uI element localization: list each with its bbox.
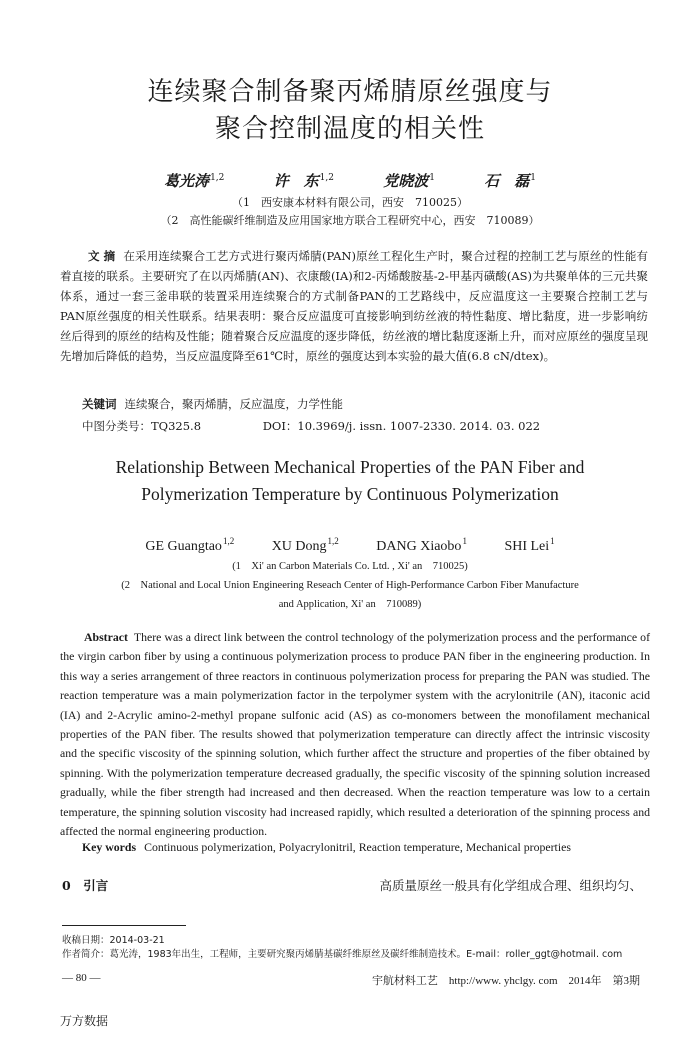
author-cn-3: 党晓波$^1$ — [383, 172, 435, 190]
title-en-line-1: Relationship Between Mechanical Properties of the PAN Fiber and — [115, 457, 585, 477]
footnotes — [62, 934, 622, 962]
doi: DOI：10.3969/j. issn. 1007-2330. 2014. 03. 022 — [262, 419, 541, 433]
affiliation-en-2: (2 National and Local Union Engineering Reseach Center of High-Performance Carbon Fiber Manufacture — [121, 580, 579, 591]
affiliation-cn-2: （2 高性能碳纤维制造及应用国家地方联合工程研究中心，西安 710089） — [160, 214, 540, 227]
journal-info: 宇航材料工艺 http://www. yhclgy. com 2014年 第3期 — [371, 975, 640, 987]
affiliation-cn-1: （1 西安康本材料有限公司，西安 710025） — [232, 196, 468, 209]
keywords-en-label: Key words — [82, 840, 137, 854]
abstract-en — [60, 628, 650, 841]
page-number: — 80 — — [62, 972, 101, 984]
author-cn-4: 石 磊$^1$ — [484, 172, 536, 190]
keywords-en — [82, 840, 571, 855]
keywords-cn-text: 连续聚合，聚丙烯腈，反应温度，力学性能 — [124, 397, 343, 411]
author-bio: 作者简介：葛光涛，1983年出生，工程师，主要研究聚丙烯腈基碳纤维原丝及碳纤维制造技术。E-mail：roller_ggt@hotmail. com — [62, 949, 623, 960]
author-cn-1: 葛光涛$^{1,2}$ — [164, 172, 225, 190]
abstract-cn-text: 在采用连续聚合工艺方式进行聚丙烯腈(PAN)原丝工程化生产时，聚合过程的控制工艺与原丝的性能有着直接的联系。主要研究了在以丙烯腈(AN)、衣康酸(IA)和2-丙烯酸胺基-2-甲基丙磺酸(AS)为共聚单体的三元共聚体系，通过一套三釜串联的装置采用连续聚合的方式制备PAN的工艺路线中，反应温度这一主要聚合控制工艺与PAN原丝强度的相关性联系。结果表明：聚合反应温度可直接影响到纺丝液的特性黏度、增比黏度，进一步影响纺丝后得到的原丝的结构及性能；随着聚合反应温度的逐步降低，纺丝液的增比黏度逐渐上升，而对应原丝的强度呈现先增加后降低的趋势，当反应温度降至61℃时，原丝的强度达到本实验的最大值(6.8 cN/dtex)。 — [60, 249, 648, 363]
title-cn-line-1: 连续聚合制备聚丙烯腈原丝强度与 — [147, 77, 553, 107]
intro-text: 高质量原丝一般具有化学组成合理、组织均匀、 — [379, 878, 642, 893]
classification — [82, 418, 540, 434]
keywords-cn — [82, 396, 343, 412]
affiliations-cn — [0, 194, 700, 230]
keywords-cn-label: 关键词 — [82, 397, 117, 411]
received-date: 收稿日期：2014-03-21 — [62, 935, 165, 946]
author-en-4: SHI Lei$^1$ — [504, 536, 555, 554]
title-cn-line-2: 聚合控制温度的相关性 — [214, 114, 485, 144]
footnote-rule — [62, 925, 186, 926]
author-en-3: DANG Xiaobo$^1$ — [376, 536, 467, 554]
author-cn-2: 许 东$^{1,2}$ — [273, 172, 334, 190]
title-cn — [0, 74, 700, 148]
keywords-en-text: Continuous polymerization, Polyacrylonitril, Reaction temperature, Mechanical properties — [144, 840, 571, 854]
section-heading: 0 引言 — [62, 878, 109, 893]
title-en — [0, 454, 700, 508]
clc-number: 中图分类号：TQ325.8 — [82, 419, 202, 433]
affiliation-en-1: (1 Xi' an Carbon Materials Co. Ltd. , Xi' an 710025) — [232, 561, 468, 572]
affiliations-en — [0, 557, 700, 614]
author-en-1: GE Guangtao$^{1,2}$ — [145, 536, 235, 554]
author-en-2: XU Dong$^{1,2}$ — [271, 536, 339, 554]
abstract-cn-label: 文摘 — [88, 249, 120, 263]
abstract-en-text: There was a direct link between the control technology of the polymerization process and the performance of the virgin carbon fiber by using a continuous polymerization process to produce PAN fiber in the engineering production. In this way a series arrangement of three reactors in continuous polymerization process for preparing the PAN was studied. The reaction temperature was a main polymerization factor in the terpolymer system with the acrylonitrile (AN), itaconic acid (IA) and 2-Acrylic amino-2-methyl propane sulfonic acid (AS) as co-monomers between the monofilament mechanical properties of the PAN fiber. The results showed that polymerization temperature can directly affect the intrinsic viscosity and the specific viscosity of the spinning solution, which further affect the structure and properties of the fiber obtained by spinning. With the polymerization temperature decreased gradually, the specific viscosity of the spinning solution increased gradually, while the fiber strength had increased and then decreased. When the reaction temperature was low to a certain temperature, the spinning solution viscosity had increased rapidly, which resulted a deterioration of the spinning process and affected the normal engineering production. — [60, 630, 650, 839]
authors-en — [0, 536, 700, 555]
watermark: 万方数据 — [60, 1014, 109, 1028]
title-en-line-2: Polymerization Temperature by Continuous Polymerization — [141, 484, 559, 504]
abstract-cn — [60, 246, 648, 366]
abstract-en-label: Abstract — [84, 630, 128, 644]
affiliation-en-3: and Application, Xi' an 710089) — [278, 599, 422, 610]
authors-cn — [0, 170, 700, 191]
